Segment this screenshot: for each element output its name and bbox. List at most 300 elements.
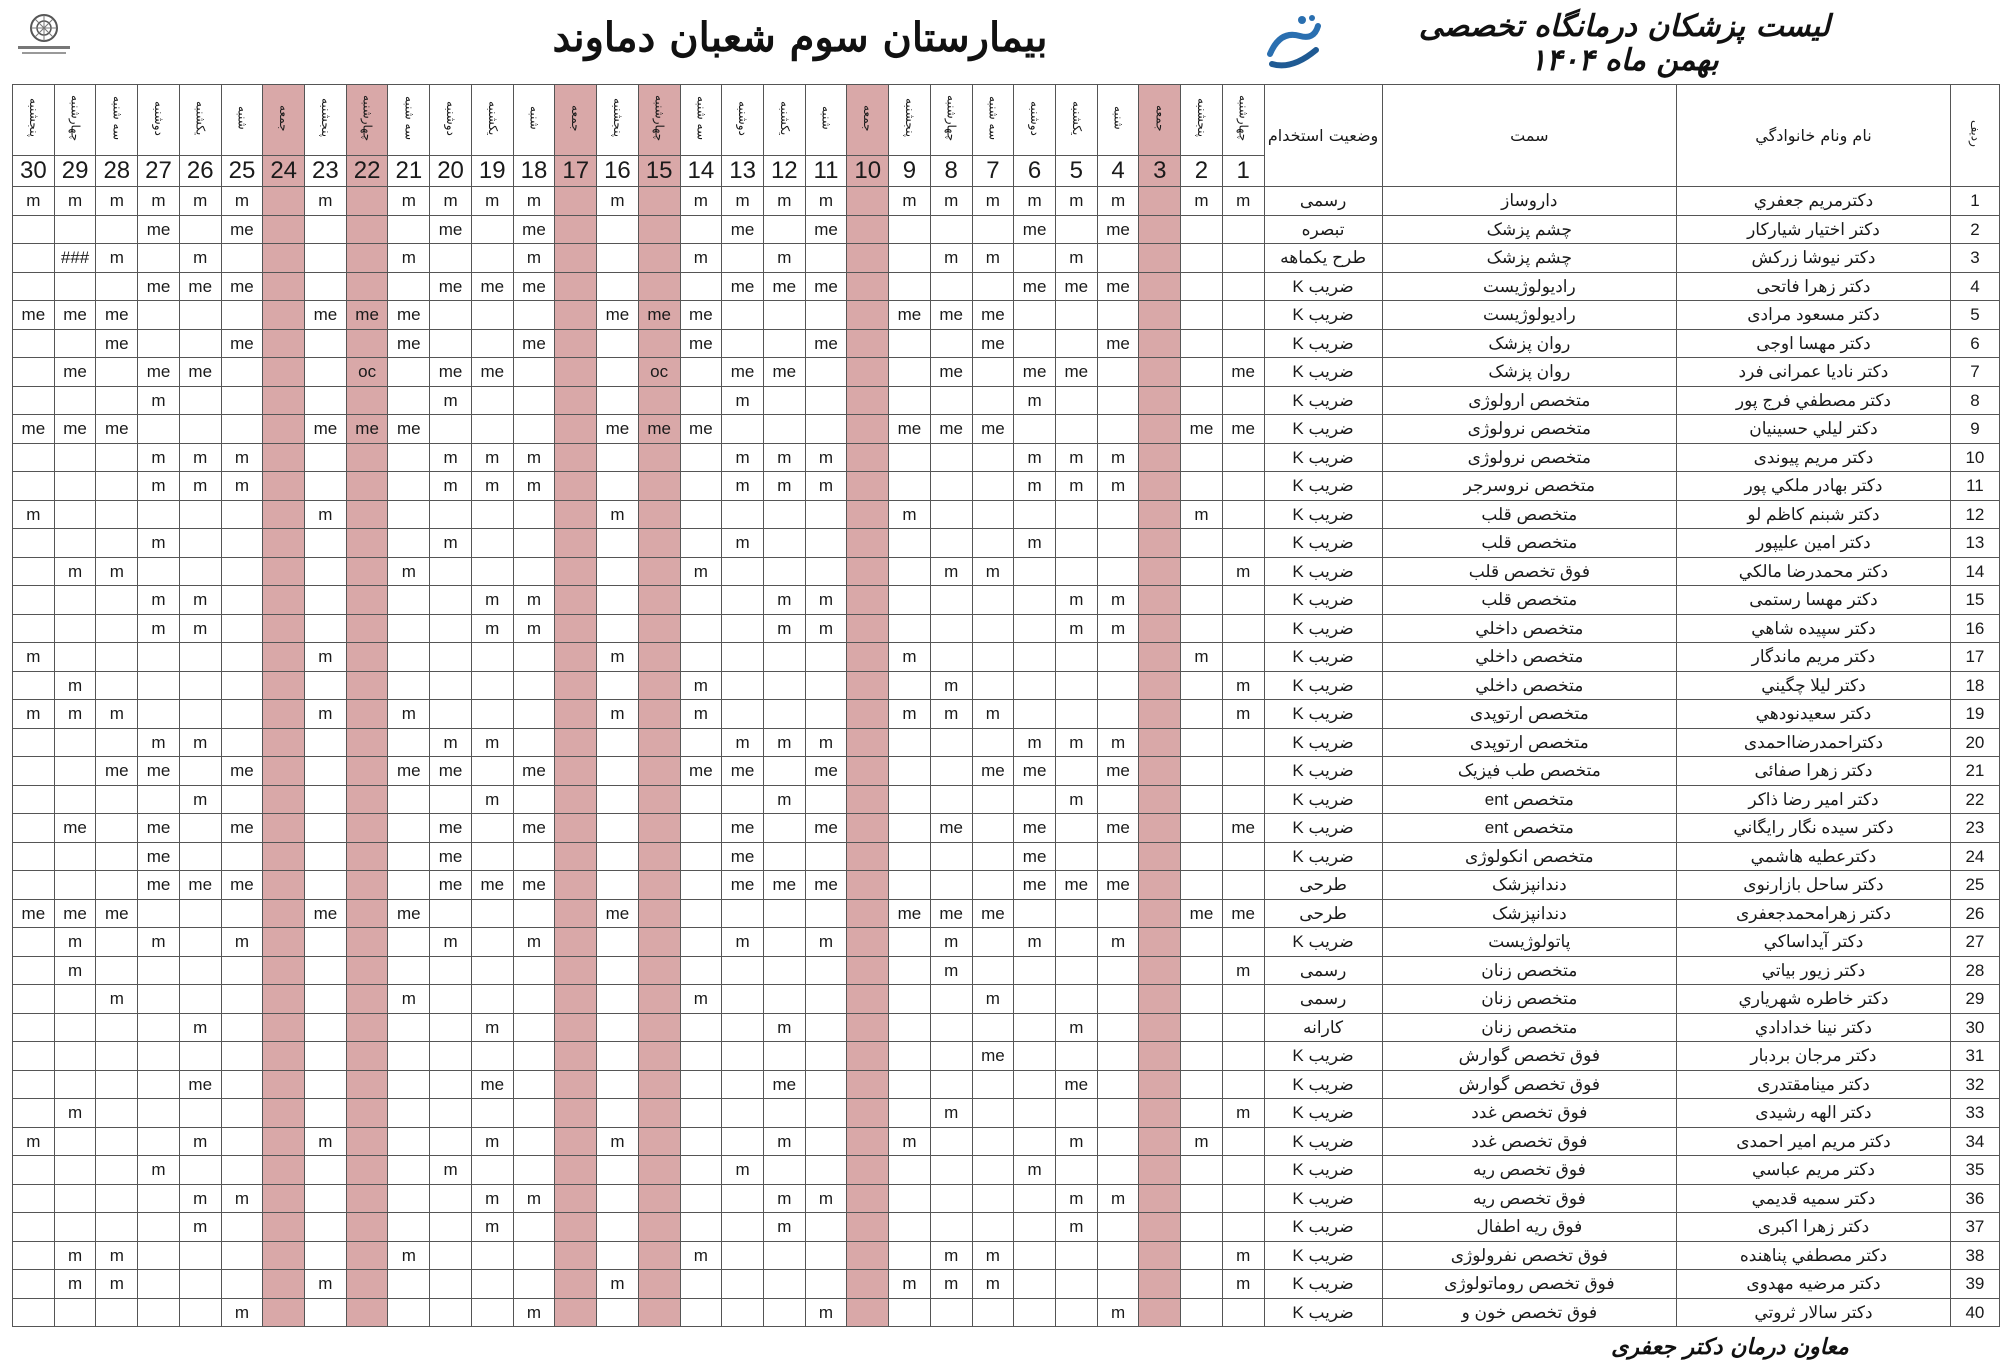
schedule-cell — [263, 329, 305, 358]
status-cell: ضریب K — [1264, 1213, 1382, 1242]
schedule-cell — [555, 785, 597, 814]
position-cell: فوق تخصص غدد — [1382, 1127, 1676, 1156]
schedule-cell — [13, 529, 55, 558]
schedule-cell — [263, 500, 305, 529]
day-name-label: دوشنبه — [1028, 100, 1043, 136]
status-cell: ضریب K — [1264, 814, 1382, 843]
row-index-cell: 38 — [1950, 1241, 1999, 1270]
schedule-cell — [430, 956, 472, 985]
schedule-cell: m — [722, 728, 764, 757]
status-cell: طرحی — [1264, 899, 1382, 928]
schedule-cell: m — [138, 586, 180, 615]
schedule-cell — [513, 301, 555, 330]
schedule-cell — [1014, 956, 1056, 985]
day-number: 9 — [889, 156, 931, 187]
schedule-cell — [221, 301, 263, 330]
schedule-cell — [972, 1184, 1014, 1213]
schedule-cell — [305, 671, 347, 700]
schedule-cell — [1055, 899, 1097, 928]
status-cell: ضریب K — [1264, 1156, 1382, 1185]
schedule-cell — [221, 500, 263, 529]
schedule-cell — [179, 1270, 221, 1299]
schedule-cell — [805, 1127, 847, 1156]
schedule-cell: m — [388, 244, 430, 273]
schedule-cell — [889, 1298, 931, 1327]
schedule-cell — [555, 415, 597, 444]
schedule-cell — [597, 842, 639, 871]
day-name-label: شنبه — [1111, 106, 1126, 130]
schedule-cell — [13, 1270, 55, 1299]
schedule-cell — [555, 586, 597, 615]
list-title-line1: لیست پزشکان درمانگاه تخصصی — [1418, 9, 1830, 44]
schedule-cell — [138, 671, 180, 700]
schedule-cell — [221, 586, 263, 615]
day-number: 1 — [1222, 156, 1264, 187]
schedule-cell — [54, 1184, 96, 1213]
schedule-cell — [847, 1270, 889, 1299]
schedule-cell: m — [13, 500, 55, 529]
schedule-cell — [847, 1042, 889, 1071]
schedule-cell — [1139, 956, 1181, 985]
schedule-cell — [430, 557, 472, 586]
doctor-name-cell: دکتر محمدرضا مالکي — [1677, 557, 1951, 586]
schedule-cell — [1181, 472, 1223, 501]
schedule-cell — [889, 814, 931, 843]
schedule-cell — [263, 244, 305, 273]
schedule-cell — [471, 1099, 513, 1128]
schedule-cell: me — [597, 301, 639, 330]
schedule-cell — [972, 785, 1014, 814]
schedule-cell — [1014, 329, 1056, 358]
schedule-cell: me — [221, 329, 263, 358]
schedule-cell — [930, 842, 972, 871]
table-row — [13, 871, 2000, 900]
schedule-cell — [138, 1099, 180, 1128]
schedule-cell: me — [805, 871, 847, 900]
schedule-cell — [930, 1213, 972, 1242]
schedule-cell — [13, 671, 55, 700]
schedule-cell: m — [471, 443, 513, 472]
schedule-cell — [638, 244, 680, 273]
schedule-cell: me — [346, 301, 388, 330]
schedule-cell — [305, 329, 347, 358]
schedule-cell: me — [972, 301, 1014, 330]
schedule-cell — [930, 472, 972, 501]
schedule-cell — [305, 244, 347, 273]
schedule-cell — [1139, 301, 1181, 330]
schedule-cell: m — [1181, 500, 1223, 529]
schedule-cell: m — [1014, 386, 1056, 415]
schedule-cell: m — [1181, 187, 1223, 216]
day-name-label: چهارشنبه — [944, 94, 959, 142]
schedule-cell: me — [138, 215, 180, 244]
schedule-cell: m — [1055, 1127, 1097, 1156]
schedule-cell: m — [597, 500, 639, 529]
schedule-cell: m — [388, 1241, 430, 1270]
schedule-cell — [972, 1127, 1014, 1156]
status-cell: ضریب K — [1264, 1241, 1382, 1270]
schedule-cell — [430, 1070, 472, 1099]
day-name-header — [388, 85, 430, 156]
schedule-cell — [1181, 757, 1223, 786]
day-number: 27 — [138, 156, 180, 187]
schedule-cell — [1055, 928, 1097, 957]
schedule-cell — [638, 614, 680, 643]
table-row — [13, 1298, 2000, 1327]
schedule-cell — [1139, 757, 1181, 786]
schedule-cell — [430, 1013, 472, 1042]
schedule-cell: m — [1055, 614, 1097, 643]
position-cell: متخصص داخلي — [1382, 643, 1676, 672]
schedule-cell — [555, 757, 597, 786]
schedule-cell — [805, 785, 847, 814]
name-header: نام ونام خانوادگي — [1677, 85, 1951, 187]
schedule-cell — [96, 215, 138, 244]
schedule-cell: m — [763, 614, 805, 643]
schedule-cell — [54, 386, 96, 415]
schedule-cell — [680, 1213, 722, 1242]
schedule-cell — [138, 700, 180, 729]
table-row — [13, 301, 2000, 330]
day-number: 24 — [263, 156, 305, 187]
schedule-cell — [263, 1070, 305, 1099]
schedule-cell — [597, 1184, 639, 1213]
day-number: 13 — [722, 156, 764, 187]
table-row — [13, 700, 2000, 729]
position-cell: فوق تخصص خون و — [1382, 1298, 1676, 1327]
schedule-cell — [597, 1070, 639, 1099]
schedule-cell — [221, 1099, 263, 1128]
schedule-cell — [555, 329, 597, 358]
schedule-cell: m — [805, 443, 847, 472]
schedule-cell: m — [930, 928, 972, 957]
schedule-cell — [346, 272, 388, 301]
schedule-cell — [1181, 1298, 1223, 1327]
schedule-cell — [555, 215, 597, 244]
schedule-cell — [847, 557, 889, 586]
schedule-cell — [305, 386, 347, 415]
schedule-cell — [221, 1042, 263, 1071]
schedule-cell — [638, 1127, 680, 1156]
schedule-cell — [1222, 244, 1264, 273]
row-index-cell: 17 — [1950, 643, 1999, 672]
schedule-cell — [597, 215, 639, 244]
doctor-name-cell: دکتر زهرا اکبری — [1677, 1213, 1951, 1242]
schedule-cell — [13, 956, 55, 985]
schedule-cell: m — [763, 1013, 805, 1042]
schedule-cell — [930, 529, 972, 558]
schedule-cell — [263, 1013, 305, 1042]
schedule-cell — [263, 386, 305, 415]
position-cell: متخصص قلب — [1382, 529, 1676, 558]
schedule-cell: me — [471, 272, 513, 301]
schedule-cell: me — [1014, 871, 1056, 900]
schedule-cell: me — [638, 415, 680, 444]
schedule-cell — [1222, 842, 1264, 871]
schedule-cell — [221, 614, 263, 643]
schedule-cell: me — [722, 842, 764, 871]
row-index-cell: 16 — [1950, 614, 1999, 643]
schedule-cell — [346, 985, 388, 1014]
schedule-cell: me — [54, 415, 96, 444]
day-name-header — [221, 85, 263, 156]
schedule-cell — [54, 1013, 96, 1042]
schedule-cell: m — [805, 1298, 847, 1327]
schedule-cell — [1222, 614, 1264, 643]
schedule-cell — [54, 1042, 96, 1071]
schedule-cell — [305, 1241, 347, 1270]
schedule-cell — [13, 1213, 55, 1242]
schedule-cell: me — [1055, 1070, 1097, 1099]
schedule-cell — [597, 358, 639, 387]
schedule-cell: me — [388, 415, 430, 444]
position-cell: روان پزشک — [1382, 329, 1676, 358]
schedule-cell — [96, 728, 138, 757]
schedule-cell — [1139, 700, 1181, 729]
schedule-cell — [430, 415, 472, 444]
schedule-cell: m — [179, 1127, 221, 1156]
schedule-cell — [388, 785, 430, 814]
schedule-cell: m — [597, 700, 639, 729]
schedule-cell — [597, 956, 639, 985]
schedule-cell — [471, 386, 513, 415]
doctor-name-cell: دکتر مصطفي پناهنده — [1677, 1241, 1951, 1270]
row-index-cell: 4 — [1950, 272, 1999, 301]
schedule-cell — [221, 956, 263, 985]
schedule-cell — [96, 1298, 138, 1327]
schedule-cell — [513, 358, 555, 387]
schedule-cell — [1181, 358, 1223, 387]
schedule-cell — [54, 1127, 96, 1156]
schedule-cell — [1014, 586, 1056, 615]
schedule-cell — [13, 785, 55, 814]
schedule-cell — [805, 1156, 847, 1185]
schedule-cell — [1055, 529, 1097, 558]
schedule-cell — [972, 728, 1014, 757]
row-index-cell: 23 — [1950, 814, 1999, 843]
schedule-cell — [680, 358, 722, 387]
schedule-cell — [138, 1127, 180, 1156]
doctor-name-cell: دکتر مهسا رستمی — [1677, 586, 1951, 615]
table-row — [13, 1013, 2000, 1042]
schedule-cell: me — [138, 358, 180, 387]
schedule-cell — [763, 814, 805, 843]
schedule-cell — [1139, 842, 1181, 871]
schedule-cell — [680, 643, 722, 672]
schedule-cell — [638, 1241, 680, 1270]
schedule-cell: me — [96, 329, 138, 358]
schedule-cell — [680, 215, 722, 244]
table-row — [13, 386, 2000, 415]
schedule-cell: me — [305, 899, 347, 928]
schedule-cell — [346, 1156, 388, 1185]
day-name-header — [930, 85, 972, 156]
schedule-cell — [555, 1241, 597, 1270]
schedule-cell: m — [1097, 443, 1139, 472]
schedule-cell: m — [471, 1184, 513, 1213]
schedule-cell: m — [722, 529, 764, 558]
schedule-cell: m — [680, 671, 722, 700]
position-cell: متخصص زنان — [1382, 1013, 1676, 1042]
schedule-cell — [555, 728, 597, 757]
schedule-cell — [346, 785, 388, 814]
schedule-cell — [555, 187, 597, 216]
schedule-cell: m — [722, 187, 764, 216]
schedule-cell — [1139, 614, 1181, 643]
schedule-cell — [346, 557, 388, 586]
row-index-cell: 39 — [1950, 1270, 1999, 1299]
table-row — [13, 500, 2000, 529]
position-header: سمت — [1382, 85, 1676, 187]
position-cell: متخصص قلب — [1382, 586, 1676, 615]
schedule-cell: me — [513, 757, 555, 786]
doctor-name-cell: دکتر ساحل بازارنوی — [1677, 871, 1951, 900]
schedule-cell — [555, 671, 597, 700]
day-name-label: پنجشنبه — [26, 98, 41, 138]
schedule-cell — [889, 272, 931, 301]
day-name-label: سه شنبه — [402, 95, 417, 141]
schedule-cell: m — [388, 700, 430, 729]
schedule-cell — [430, 1184, 472, 1213]
day-name-label: پنجشنبه — [610, 98, 625, 138]
schedule-cell — [722, 1127, 764, 1156]
schedule-cell: me — [513, 215, 555, 244]
row-index-cell: 12 — [1950, 500, 1999, 529]
status-cell: طرح یکماهه — [1264, 244, 1382, 273]
day-name-header — [722, 85, 764, 156]
schedule-cell: m — [179, 1013, 221, 1042]
schedule-cell — [722, 557, 764, 586]
row-index-cell: 37 — [1950, 1213, 1999, 1242]
schedule-cell: me — [513, 871, 555, 900]
schedule-cell — [805, 1013, 847, 1042]
schedule-cell — [388, 586, 430, 615]
schedule-cell: m — [430, 928, 472, 957]
position-cell: رادیولوژیست — [1382, 301, 1676, 330]
schedule-cell: m — [680, 1241, 722, 1270]
schedule-cell — [138, 899, 180, 928]
schedule-cell — [96, 272, 138, 301]
schedule-cell — [54, 443, 96, 472]
schedule-cell: m — [972, 1270, 1014, 1299]
schedule-cell — [555, 842, 597, 871]
schedule-cell — [638, 928, 680, 957]
schedule-cell — [179, 301, 221, 330]
schedule-cell: me — [179, 358, 221, 387]
schedule-cell — [597, 814, 639, 843]
position-cell: فوق تخصص نفرولوژی — [1382, 1241, 1676, 1270]
row-index-cell: 21 — [1950, 757, 1999, 786]
schedule-cell — [972, 443, 1014, 472]
day-number: 5 — [1055, 156, 1097, 187]
schedule-cell — [889, 1241, 931, 1270]
schedule-cell: me — [763, 1070, 805, 1099]
schedule-cell — [847, 244, 889, 273]
schedule-cell — [1222, 1298, 1264, 1327]
day-name-header — [1014, 85, 1056, 156]
status-cell: ضریب K — [1264, 415, 1382, 444]
table-row — [13, 814, 2000, 843]
schedule-cell: m — [179, 614, 221, 643]
schedule-cell: m — [1055, 728, 1097, 757]
status-cell: ضریب K — [1264, 842, 1382, 871]
table-row — [13, 557, 2000, 586]
schedule-cell — [1055, 500, 1097, 529]
schedule-cell — [597, 1241, 639, 1270]
schedule-cell — [179, 529, 221, 558]
schedule-cell — [805, 529, 847, 558]
position-cell: چشم پزشک — [1382, 215, 1676, 244]
schedule-cell: m — [430, 472, 472, 501]
schedule-cell — [388, 614, 430, 643]
schedule-cell: m — [138, 1156, 180, 1185]
schedule-cell — [263, 1213, 305, 1242]
schedule-cell — [305, 1298, 347, 1327]
day-name-header — [805, 85, 847, 156]
schedule-cell — [722, 899, 764, 928]
schedule-cell: me — [1222, 899, 1264, 928]
schedule-cell — [388, 1184, 430, 1213]
doctor-name-cell: دکتر زهرا صفائی — [1677, 757, 1951, 786]
schedule-cell: m — [972, 557, 1014, 586]
row-index-cell: 7 — [1950, 358, 1999, 387]
status-cell: ضریب K — [1264, 928, 1382, 957]
hospital-logo-icon — [1262, 10, 1326, 76]
schedule-cell — [555, 272, 597, 301]
row-index-cell: 27 — [1950, 928, 1999, 957]
schedule-cell — [138, 985, 180, 1014]
schedule-cell — [1139, 928, 1181, 957]
day-name-label: جمعه — [861, 104, 876, 132]
schedule-cell — [1097, 956, 1139, 985]
schedule-cell — [305, 985, 347, 1014]
schedule-cell — [430, 1127, 472, 1156]
schedule-cell — [1139, 1042, 1181, 1071]
schedule-cell — [1181, 1042, 1223, 1071]
schedule-cell — [346, 928, 388, 957]
schedule-cell — [1097, 1156, 1139, 1185]
schedule-cell: m — [972, 244, 1014, 273]
schedule-cell — [471, 215, 513, 244]
schedule-cell — [96, 443, 138, 472]
schedule-cell — [930, 871, 972, 900]
row-index-cell: 24 — [1950, 842, 1999, 871]
schedule-cell: me — [430, 842, 472, 871]
schedule-cell: me — [388, 301, 430, 330]
day-number: 6 — [1014, 156, 1056, 187]
schedule-cell — [680, 472, 722, 501]
schedule-cell — [722, 1070, 764, 1099]
doctor-name-cell: دکتر خاطره شهرياري — [1677, 985, 1951, 1014]
schedule-cell — [179, 415, 221, 444]
table-row — [13, 1070, 2000, 1099]
schedule-cell — [96, 1099, 138, 1128]
schedule-cell: m — [1097, 614, 1139, 643]
schedule-cell — [638, 1013, 680, 1042]
schedule-cell — [54, 272, 96, 301]
schedule-cell — [1139, 643, 1181, 672]
schedule-cell — [346, 899, 388, 928]
schedule-cell — [13, 1184, 55, 1213]
schedule-cell — [847, 700, 889, 729]
schedule-cell — [388, 1013, 430, 1042]
schedule-cell — [555, 1184, 597, 1213]
status-cell: کارانه — [1264, 1013, 1382, 1042]
schedule-cell — [305, 358, 347, 387]
schedule-cell — [722, 956, 764, 985]
schedule-cell — [471, 671, 513, 700]
day-number: 14 — [680, 156, 722, 187]
